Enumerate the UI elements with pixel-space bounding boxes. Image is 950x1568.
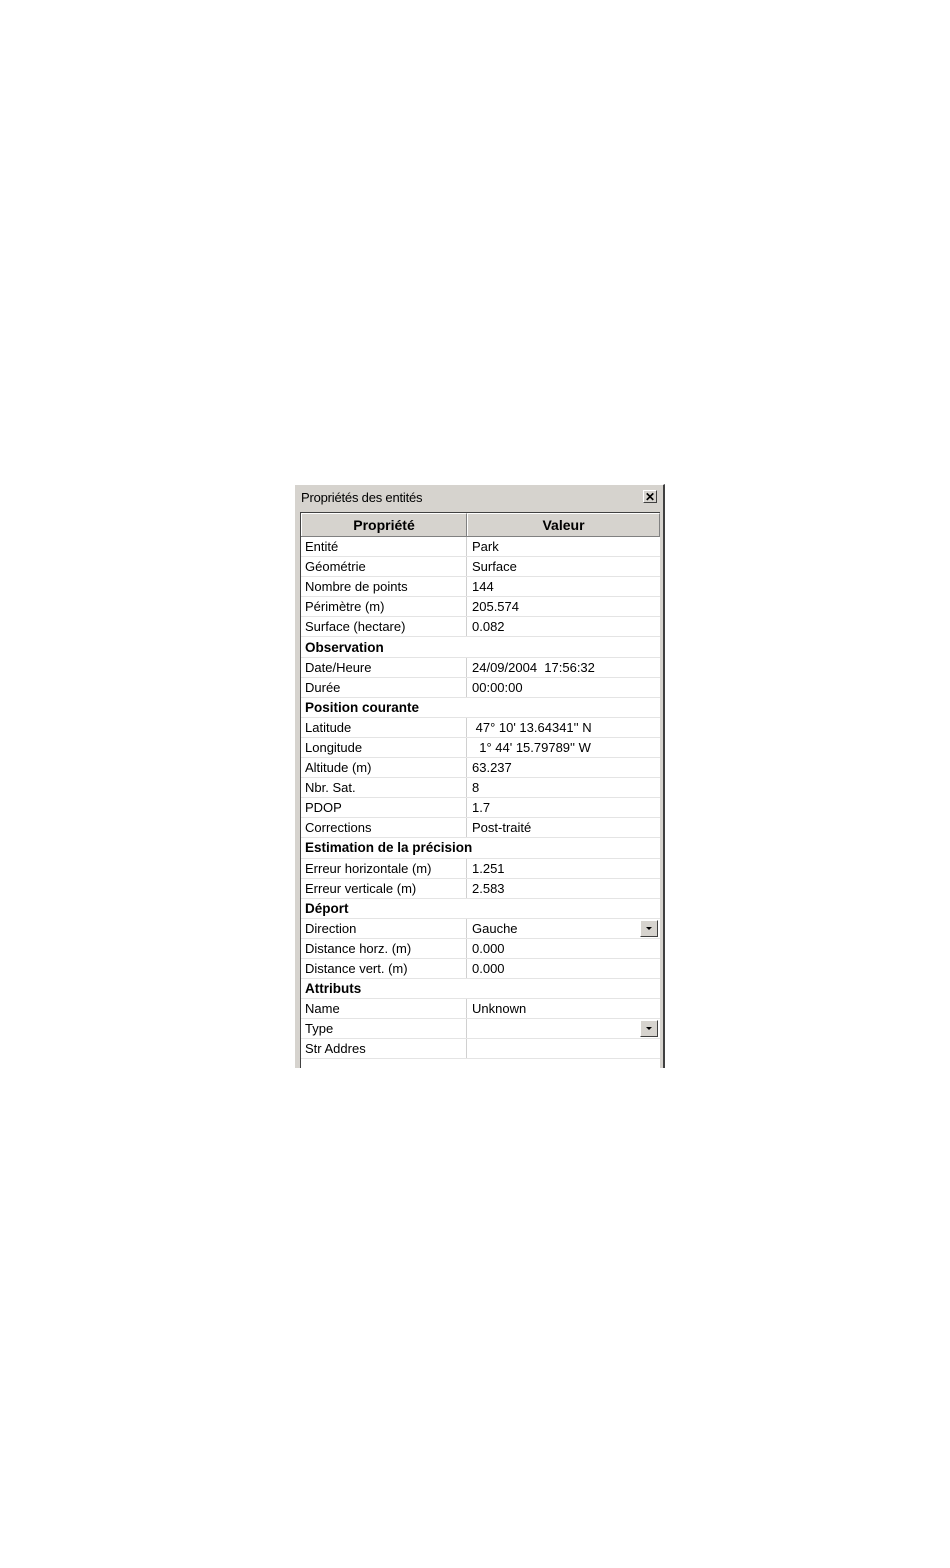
property-row[interactable] <box>301 738 660 758</box>
property-name: Géométrie <box>301 557 467 576</box>
section-header[interactable] <box>301 979 660 999</box>
grid-body <box>301 537 660 1059</box>
section-spacer <box>467 979 660 998</box>
property-grid <box>300 512 660 1068</box>
property-value[interactable] <box>467 1039 660 1058</box>
property-value[interactable] <box>467 537 660 556</box>
property-value[interactable] <box>467 758 660 777</box>
chevron-down-icon <box>646 927 652 930</box>
property-name: Durée <box>301 678 467 697</box>
property-name: Surface (hectare) <box>301 617 467 636</box>
section-header[interactable] <box>301 899 660 919</box>
section-title: Attributs <box>305 981 362 997</box>
section-header[interactable] <box>301 698 660 718</box>
section-spacer <box>467 899 660 918</box>
property-row[interactable] <box>301 778 660 798</box>
property-value[interactable] <box>467 959 660 978</box>
property-name: Nbr. Sat. <box>301 778 467 797</box>
section-spacer <box>467 838 660 857</box>
property-value-text: Unknown <box>472 1001 527 1017</box>
section-header[interactable] <box>301 637 660 657</box>
property-value[interactable] <box>467 999 660 1018</box>
property-value[interactable] <box>467 678 660 697</box>
property-value-select[interactable] <box>467 1019 660 1038</box>
property-name: Distance horz. (m) <box>301 939 467 958</box>
section-title: Estimation de la précision <box>305 840 473 856</box>
property-value-text: 205.574 <box>472 599 519 615</box>
property-row[interactable] <box>301 879 660 899</box>
property-name: Erreur horizontale (m) <box>301 859 467 878</box>
property-row[interactable] <box>301 617 660 637</box>
property-value-text: 8 <box>472 780 480 796</box>
property-name: Name <box>301 999 467 1018</box>
property-row[interactable] <box>301 758 660 778</box>
dropdown-button[interactable] <box>640 1020 658 1037</box>
property-value-text: Park <box>472 539 499 555</box>
property-value-text: 47° 10' 13.64341'' N <box>472 719 592 735</box>
property-value-text: 0.000 <box>472 940 505 956</box>
property-name: Date/Heure <box>301 658 467 677</box>
panel-titlebar <box>295 485 663 511</box>
property-row[interactable] <box>301 939 660 959</box>
property-value[interactable] <box>467 859 660 878</box>
property-value-text: 1° 44' 15.79789'' W <box>472 739 591 755</box>
chevron-down-icon <box>646 1027 652 1030</box>
section-title: Position courante <box>305 699 420 715</box>
property-value[interactable] <box>467 597 660 616</box>
close-button[interactable] <box>643 490 657 503</box>
property-name: Entité <box>301 537 467 556</box>
property-name: Distance vert. (m) <box>301 959 467 978</box>
property-row[interactable] <box>301 658 660 678</box>
property-value-text: Surface <box>472 559 517 575</box>
property-value-text: 24/09/2004 17:56:32 <box>472 659 595 675</box>
property-value[interactable] <box>467 617 660 636</box>
close-icon: ✕ <box>644 489 656 504</box>
property-value-text: 1.7 <box>472 800 491 816</box>
section-title: Déport <box>305 900 349 916</box>
property-value-text: Post-traité <box>472 820 532 836</box>
property-name: Direction <box>301 919 467 938</box>
property-row[interactable] <box>301 1019 660 1039</box>
section-spacer <box>467 698 660 717</box>
property-value[interactable] <box>467 939 660 958</box>
property-row[interactable] <box>301 859 660 879</box>
property-name: Longitude <box>301 738 467 757</box>
property-name: Str Addres <box>301 1039 467 1058</box>
property-name: PDOP <box>301 798 467 817</box>
dropdown-button[interactable] <box>640 920 658 937</box>
entity-properties-panel <box>294 484 665 1068</box>
property-value[interactable] <box>467 738 660 757</box>
property-row[interactable] <box>301 999 660 1019</box>
property-value[interactable] <box>467 577 660 596</box>
property-row[interactable] <box>301 919 660 939</box>
property-value-text: 0.000 <box>472 961 505 977</box>
property-row[interactable] <box>301 718 660 738</box>
property-row[interactable] <box>301 818 660 838</box>
property-row[interactable] <box>301 959 660 979</box>
section-title: Observation <box>305 639 384 655</box>
property-name: Altitude (m) <box>301 758 467 777</box>
property-name: Latitude <box>301 718 467 737</box>
property-row[interactable] <box>301 798 660 818</box>
property-value-text: Gauche <box>472 920 518 936</box>
property-value-text: 63.237 <box>472 760 512 776</box>
property-row[interactable] <box>301 577 660 597</box>
section-header[interactable] <box>301 838 660 858</box>
property-value[interactable] <box>467 798 660 817</box>
property-value[interactable] <box>467 818 660 837</box>
property-row[interactable] <box>301 537 660 557</box>
property-value[interactable] <box>467 557 660 576</box>
property-row[interactable] <box>301 678 660 698</box>
property-value-text: 00:00:00 <box>472 679 523 695</box>
property-value-select[interactable] <box>467 919 660 938</box>
property-value-text: 1.251 <box>472 860 505 876</box>
column-header-value[interactable]: Valeur <box>467 513 660 536</box>
property-value-text: 144 <box>472 579 494 595</box>
panel-title: Propriétés des entités <box>301 490 423 505</box>
column-header-property[interactable]: Propriété <box>301 513 467 536</box>
property-value-text: 2.583 <box>472 880 505 896</box>
property-value[interactable] <box>467 658 660 677</box>
property-value[interactable] <box>467 879 660 898</box>
property-name: Corrections <box>301 818 467 837</box>
property-value[interactable] <box>467 778 660 797</box>
property-name: Nombre de points <box>301 577 467 596</box>
grid-header <box>301 513 660 537</box>
section-spacer <box>467 637 660 656</box>
property-name: Type <box>301 1019 467 1038</box>
property-value-text: 0.082 <box>472 619 505 635</box>
property-row[interactable] <box>301 597 660 617</box>
property-name: Erreur verticale (m) <box>301 879 467 898</box>
property-row[interactable] <box>301 1039 660 1059</box>
property-name: Périmètre (m) <box>301 597 467 616</box>
property-value[interactable] <box>467 718 660 737</box>
property-row[interactable] <box>301 557 660 577</box>
